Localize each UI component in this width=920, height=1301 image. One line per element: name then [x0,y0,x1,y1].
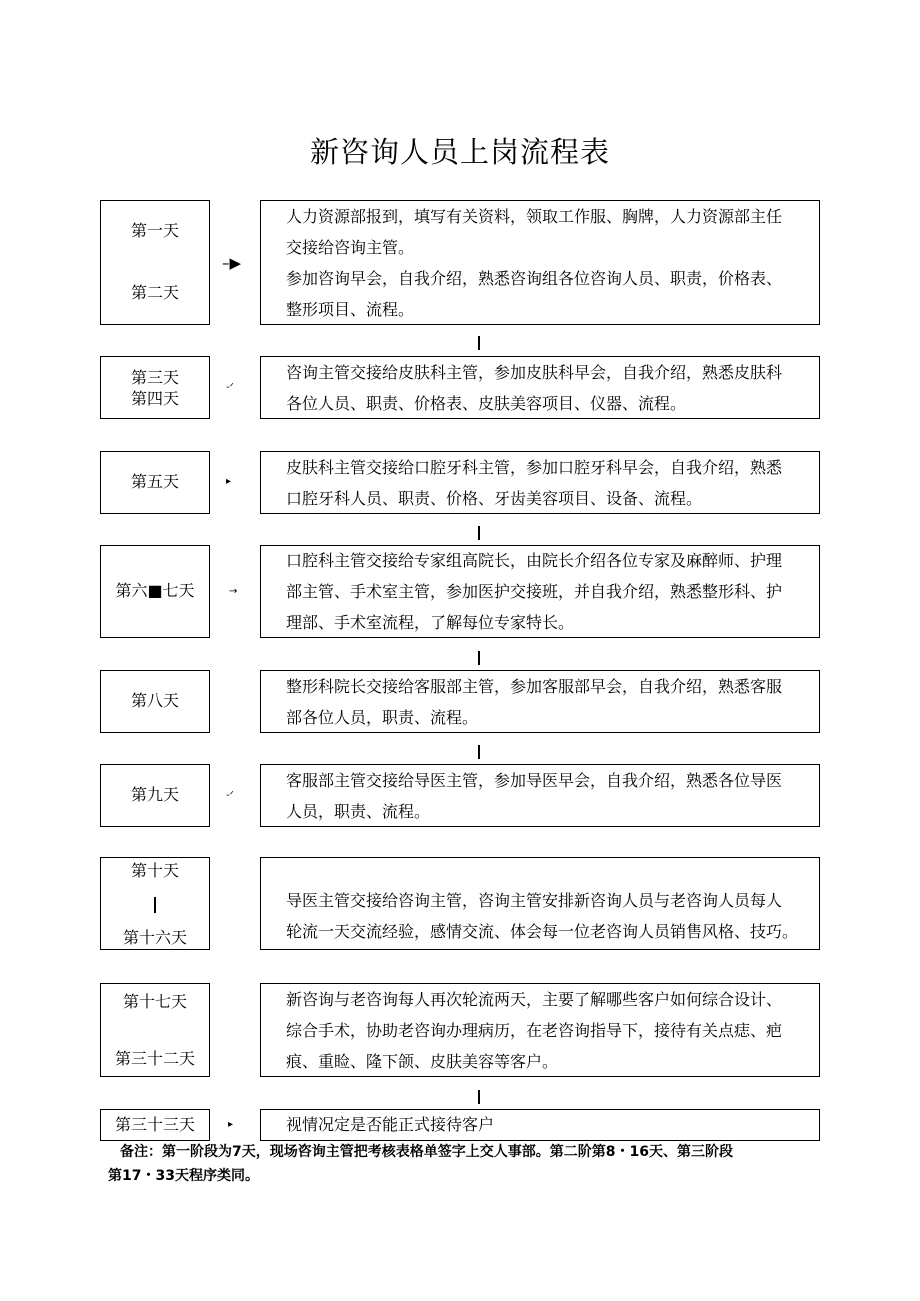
day-label: 第十七天 [122,992,187,1011]
footnote-line: 备注：第一阶段为7天，现场咨询主管把考核表格单签字上交人事部。第二阶第8・16天、第三阶段 [120,1144,733,1160]
page-title: 新咨询人员上岗流程表 [309,135,610,169]
arrow-right-icon: –▶ [222,254,242,272]
step-text-line: 综合手术，协助老咨询办理病历，在老咨询指导下，接待有关点痣、疤 [286,1020,783,1040]
arrow-mark-icon: -ᐟ [226,382,234,393]
step-description-2 [260,356,820,419]
day-label: 第四天 [130,388,179,408]
day-label: 第八天 [130,691,179,711]
day-box-6 [100,764,210,827]
step-description-3 [260,451,820,514]
arrow-mark-icon: ▸ [228,1119,234,1130]
step-text-line: 部主管、手术室主管，参加医护交接班，并自我介绍，熟悉整形科、护 [286,582,783,601]
step-description-8 [260,983,820,1077]
connector-line [478,1090,480,1104]
step-text-line: 部各位人员，职责、流程。 [286,707,479,727]
day-box-7 [100,857,210,950]
day-box-4 [100,545,210,638]
day-label: 第十天 [130,861,179,880]
step-text-line: 口腔科主管交接给专家组高院长，由院长介绍各位专家及麻醉师、护理 [286,551,783,570]
step-description-7 [260,857,820,950]
day-box-3 [100,451,210,514]
day-label: 第三十二天 [114,1049,195,1069]
step-text-line: 视情况定是否能正式接待客户 [286,1115,495,1134]
step-text-line: 客服部主管交接给导医主管，参加导医早会，自我介绍，熟悉各位导医 [286,770,783,790]
step-text-line: 新咨询与老咨询每人再次轮流两天，主要了解哪些客户如何综合设计、 [286,989,783,1009]
step-text-line: 各位人员、职责、价格表、皮肤美容项目、仪器、流程。 [286,393,687,413]
arrow-mark-icon: ▸ [226,476,232,487]
step-text-line: 痕、重睑、隆下颌、皮肤美容等客户。 [286,1051,559,1071]
day-box-8 [100,983,210,1077]
day-label: 第十六天 [122,928,187,948]
step-description-4 [260,545,820,638]
day-box-5 [100,670,210,733]
step-description-1 [260,200,820,325]
day-label: 第三天 [130,367,179,387]
step-text-line: 理部、手术室流程，了解每位专家特长。 [286,613,575,632]
range-line [154,897,156,913]
step-text-line: 整形项目、流程。 [286,299,415,319]
connector-line [478,651,480,665]
day-label: 第三十三天 [114,1114,195,1134]
step-text-line: 轮流一天交流经验，感情交流、体会每一位老咨询人员销售风格、技巧。 [286,922,799,941]
day-box-1 [100,200,210,325]
day-box-9 [100,1109,210,1141]
step-text-line: 参加咨询早会，自我介绍，熟悉咨询组各位咨询人员、职责，价格表、 [286,268,783,288]
connector-line [478,745,480,759]
footnote [108,1140,828,1188]
step-text-line: 整形科院长交接给客服部主管，参加客服部早会，自我介绍，熟悉客服 [286,676,783,696]
day-label: 第二天 [130,283,179,303]
day-box-2 [100,356,210,419]
footnote-line: 第17・33天程序类同。 [108,1168,259,1184]
connector-line [478,336,480,350]
step-text-line: 交接给咨询主管。 [286,237,415,257]
step-description-5 [260,670,820,733]
step-text-line: 人力资源部报到，填写有关资料，领取工作服、胸牌，人力资源部主任 [286,206,783,226]
day-label: 第九天 [130,785,179,805]
step-text-line: 咨询主管交接给皮肤科主管，参加皮肤科早会，自我介绍，熟悉皮肤科 [286,362,783,382]
step-description-6 [260,764,820,827]
step-description-9 [260,1109,820,1141]
day-label: 第一天 [130,221,179,240]
step-text-line: 口腔牙科人员、职责、价格、牙齿美容项目、设备、流程。 [286,488,703,508]
step-text-line: 导医主管交接给咨询主管，咨询主管安排新咨询人员与老咨询人员每人 [286,891,783,910]
day-label: 第六■七天 [115,581,195,601]
step-text-line: 皮肤科主管交接给口腔牙科主管，参加口腔牙科早会，自我介绍，熟悉 [286,457,783,477]
arrow-right-icon: → [229,586,238,597]
arrow-mark-icon: -ᐟ [226,790,234,801]
step-text-line: 人员，职责、流程。 [286,801,431,821]
connector-line [478,526,480,540]
day-label: 第五天 [130,472,179,492]
